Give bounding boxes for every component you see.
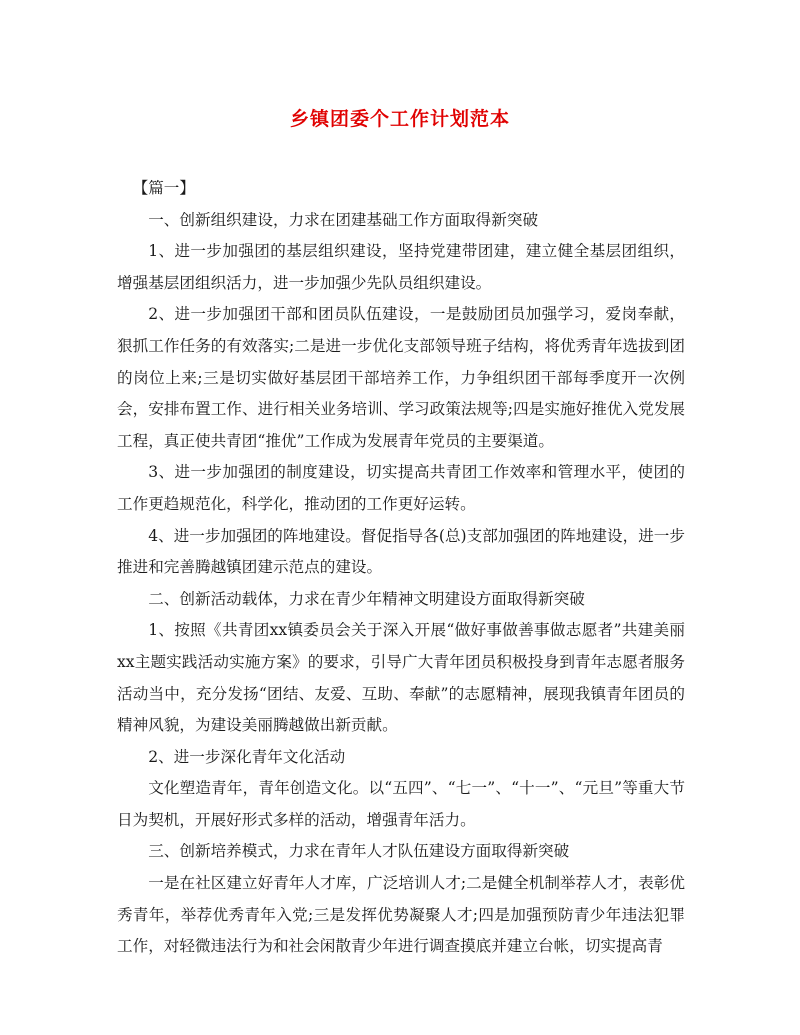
section-label: 【篇一】 [132,179,195,197]
paragraph: 2、进一步加强团干部和团员队伍建设，一是鼓励团员加强学习，爱岗奉献，狠抓工作任务的有效落实;二是进一步优化支部领导班子结构，将优秀青年选拔到团的岗位上来;三是切实做好基层团干部培养工作，力争组织团干部每季度开一次例会，安排布置工作、进行相关业务培训、学习政策法规等;四是实施好推优入党发展工程，真正使共青团“推优”工作成为发展青年党员的主要渠道。 [117,305,685,450]
paragraph: 文化塑造青年，青年创造文化。以“五四”、“七一”、“十一”、“元旦”等重大节日为契机，开展好形式多样的活动，增强青年活力。 [117,779,685,829]
paragraph: 1、进一步加强团的基层组织建设，坚持党建带团建，建立健全基层团组织，增强基层团组织活力，进一步加强少先队员组织建设。 [117,242,685,292]
paragraph: 3、进一步加强团的制度建设，切实提高共青团工作效率和管理水平，使团的工作更趋规范化，科学化，推动团的工作更好运转。 [117,463,685,513]
paragraph: 4、进一步加强团的阵地建设。督促指导各(总)支部加强团的阵地建设，进一步推进和完善腾越镇团建示范点的建设。 [117,526,685,577]
paragraph: 1、按照《共青团xx镇委员会关于深入开展“做好事做善事做志愿者”共建美丽xx主题实践活动实施方案》的要求，引导广大青年团员积极投身到青年志愿者服务活动当中，充分发扬“团结、友爱、互助、奉献”的志愿精神，展现我镇青年团员的精神风貌，为建设美丽腾越做出新贡献。 [117,621,685,735]
document-title: 乡镇团委个工作计划范本 [289,108,510,130]
section-heading: 一、创新组织建设，力求在团建基础工作方面取得新突破 [148,210,539,229]
sub-heading: 2、进一步深化青年文化活动 [148,747,346,766]
document-body [117,173,685,963]
paragraph: 一是在社区建立好青年人才库，广泛培训人才;二是健全机制举荐人才，表彰优秀青年，举荐优秀青年入党;三是发挥优势凝聚人才;四是加强预防青少年违法犯罪工作，对轻微违法行为和社会闲散青少年进行调查摸底并建立台帐，切实提高青 [117,874,685,956]
section-heading: 三、创新培养模式，力求在青年人才队伍建设方面取得新突破 [148,842,570,861]
section-heading: 二、创新活动载体，力求在青少年精神文明建设方面取得新突破 [148,589,585,608]
